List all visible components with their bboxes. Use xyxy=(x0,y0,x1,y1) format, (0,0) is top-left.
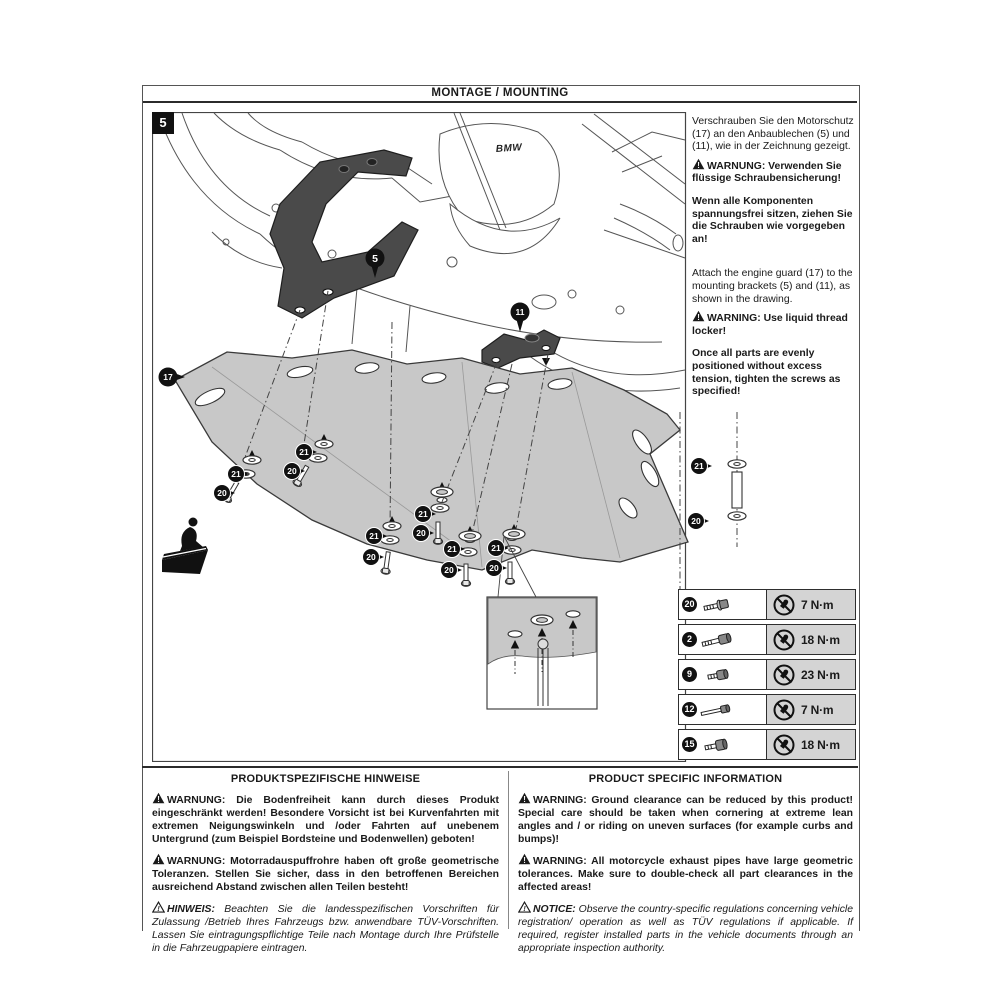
svg-text:!: ! xyxy=(157,795,160,804)
part-number-badge: 9 xyxy=(682,667,697,682)
screw-icon xyxy=(699,736,741,754)
no-power-tool-icon xyxy=(771,592,797,618)
torque-value: 7 N·m xyxy=(801,597,834,612)
product-info-de xyxy=(152,773,499,962)
no-power-tool-icon xyxy=(771,627,797,653)
torque-value: 18 N·m xyxy=(801,632,840,647)
svg-text:20: 20 xyxy=(489,563,499,573)
svg-text:20: 20 xyxy=(287,466,297,476)
warning-paragraph: ! WARNUNG: Motorradauspuffrohre haben oft große geometrische Toleranzen. Stellen Sie sicher, dass in den betroffenen Bereichen ausreichend Abstand zwischen allen Teilen besteht! xyxy=(152,853,499,894)
info-title-de: PRODUKTSPEZIFISCHE HINWEISE xyxy=(230,773,421,785)
section-title: MONTAGE / MOUNTING xyxy=(143,86,857,103)
notice-paragraph: ! NOTICE: Observe the country-specific regulations concerning vehicle registration/ operation as well as TÜV regulations if applicable. If required, register installed parts in the vehicle documents through an appropriate inspection authority. xyxy=(518,901,853,955)
note-de: Wenn alle Komponenten spannungsfrei sitzen, ziehen Sie die Schrauben wie vorgegeben an! xyxy=(692,195,853,245)
svg-text:21: 21 xyxy=(491,543,501,553)
torque-value: 7 N·m xyxy=(801,702,834,717)
warning-icon xyxy=(692,158,705,170)
instruction-column xyxy=(692,116,856,403)
torque-table xyxy=(678,589,856,760)
svg-text:21: 21 xyxy=(418,509,428,519)
warning-paragraph: ! WARNING: All motorcycle exhaust pipes have large geometric tolerances. Make sure to double-check all part clearances in the affected areas! xyxy=(518,853,853,894)
no-power-tool-icon xyxy=(771,732,797,758)
svg-text:20: 20 xyxy=(366,552,376,562)
engine-line-art xyxy=(158,113,685,391)
svg-text:!: ! xyxy=(157,856,160,865)
svg-text:!: ! xyxy=(697,313,700,323)
svg-text:!: ! xyxy=(697,160,700,170)
engine-logo: BMW xyxy=(495,142,523,155)
callout-screw xyxy=(363,549,385,566)
instruction-de: Verschrauben Sie den Motorschutz (17) an den Anbaublechen (5) und (11), wie in der Zeichnung gezeigt. xyxy=(692,116,854,153)
part-number-badge: 12 xyxy=(682,702,697,717)
torque-row xyxy=(678,729,856,760)
instruction-en: Attach the engine guard (17) to the mounting brackets (5) and (11), as shown in the drawing. xyxy=(692,268,853,305)
callout-screw xyxy=(688,513,710,530)
info-title-en: PRODUCT SPECIFIC INFORMATION xyxy=(588,773,783,785)
warning-de: ! WARNUNG: Verwenden Sie flüssige Schraubensicherung! xyxy=(692,158,856,186)
screw-icon xyxy=(699,701,741,719)
svg-text:20: 20 xyxy=(217,488,227,498)
torque-value: 18 N·m xyxy=(801,737,840,752)
no-power-tool-icon xyxy=(771,697,797,723)
svg-text:21: 21 xyxy=(447,544,457,554)
svg-text:21: 21 xyxy=(231,469,241,479)
svg-text:!: ! xyxy=(523,795,526,804)
svg-text:20: 20 xyxy=(416,528,426,538)
warning-icon xyxy=(518,853,531,865)
warning-icon xyxy=(692,310,705,322)
svg-text:!: ! xyxy=(523,904,526,913)
callout-screw xyxy=(486,560,508,577)
callout-bracket-rear xyxy=(511,303,530,333)
part-number-badge: 20 xyxy=(682,597,697,612)
no-power-tool-icon xyxy=(771,662,797,688)
product-info-en xyxy=(518,773,853,962)
svg-text:21: 21 xyxy=(694,461,704,471)
screw-icon xyxy=(699,631,741,649)
notice-paragraph: ! HINWEIS: Beachten Sie die landesspezifischen Vorschriften für Zulassung /Betrieb Ihres Fahrzeugs bzw. anwendbare TÜV-Vorschriften. Lassen Sie eintragungspflichtige Teile nach Montage durch Ihre Prüfstelle in die Fahrzeugpapiere eintragen. xyxy=(152,901,499,955)
section-divider xyxy=(142,766,858,768)
svg-text:11: 11 xyxy=(515,307,525,318)
screw-icon xyxy=(699,666,741,684)
part-number-badge: 15 xyxy=(682,737,697,752)
torque-row xyxy=(678,659,856,690)
warning-en: ! WARNING: Use liquid thread locker! xyxy=(692,310,856,338)
torque-value: 23 N·m xyxy=(801,667,840,682)
bracket-front-art xyxy=(270,150,418,318)
torque-row xyxy=(678,624,856,655)
notice-icon xyxy=(518,901,531,913)
step-number-badge: 5 xyxy=(152,112,174,134)
svg-text:!: ! xyxy=(157,904,160,913)
svg-text:20: 20 xyxy=(691,516,701,526)
torque-row xyxy=(678,694,856,725)
warning-icon xyxy=(518,792,531,804)
part-number-badge: 2 xyxy=(682,632,697,647)
svg-text:21: 21 xyxy=(369,531,379,541)
svg-text:17: 17 xyxy=(163,372,173,383)
note-en: Once all parts are evenly positioned without excess tension, tighten the screws as specified! xyxy=(692,348,841,398)
svg-text:!: ! xyxy=(523,856,526,865)
ground-clearance-icon xyxy=(162,518,208,575)
svg-text:21: 21 xyxy=(299,447,309,457)
screw-icon xyxy=(699,596,741,614)
callout-washer xyxy=(691,458,713,475)
svg-text:20: 20 xyxy=(444,565,454,575)
torque-row xyxy=(678,589,856,620)
svg-text:5: 5 xyxy=(372,252,378,265)
warning-paragraph: ! WARNING: Ground clearance can be reduced by this product! Special care should be taken when cornering at extreme lean angles and / or riding on uneven surfaces (for example curbs and bumps)! xyxy=(518,792,853,846)
notice-icon xyxy=(152,901,165,913)
warning-paragraph: ! WARNUNG: Die Bodenfreiheit kann durch dieses Produkt eingeschränkt werden! Besondere Vorsicht ist bei Kurvenfahrten mit extremen Neigungswinkeln und /oder Fahrten auf unebenem Untergrund (zum Beispiel Bordsteine und Bodenwellen) geboten! xyxy=(152,792,499,846)
warning-icon xyxy=(152,853,165,865)
column-divider xyxy=(508,771,509,929)
warning-icon xyxy=(152,792,165,804)
